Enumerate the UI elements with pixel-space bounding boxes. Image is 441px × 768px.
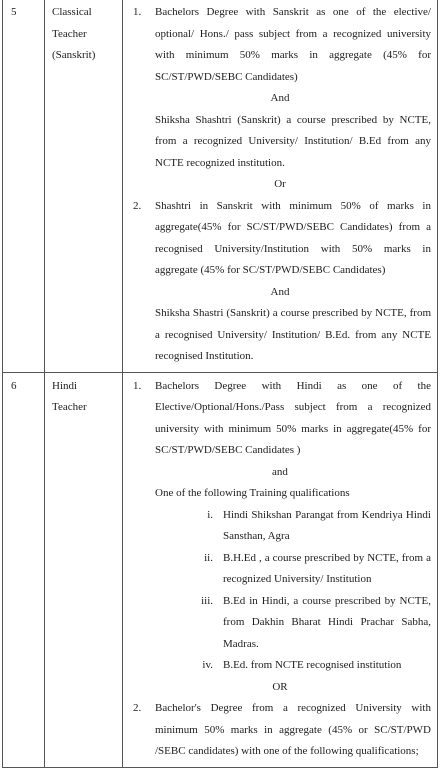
qualification-details (123, 0, 438, 372)
training-text: Shiksha Shashtri (Sanskrit) a course prescribed by NCTE, from a recognized University/ Institution/ B.Ed from any NCTE recognized institution. (155, 113, 431, 169)
training-text: B.Ed. from NCTE recognised institution (223, 659, 402, 671)
post-name-line: Classical (52, 6, 92, 18)
qualification-option (129, 376, 431, 462)
training-marker: ii. (204, 551, 213, 564)
training-marker: iv. (202, 659, 213, 671)
post-name (45, 372, 123, 767)
connector-or: Or (274, 178, 286, 190)
training-intro: One of the following Training qualifications (155, 487, 350, 499)
training-item (129, 655, 431, 677)
option-text: Bachelors Degree with Sanskrit as one of the elective/ optional/ Hons./ pass subject from a recognized university with minimum 50% marks in aggregate (45% for SC/ST/PWD/SEBC Candidates) (155, 6, 431, 83)
option-text: Bachelors Degree with Hindi as one of the Elective/Optional/Hons./Pass subject from a recognized university with minimum 50% marks in aggregate(45% for SC/ST/PWD/SEBC Candidates ) (155, 379, 431, 456)
training-text: B.H.Ed , a course prescribed by NCTE, from a recognized University/ Institution (223, 551, 431, 585)
connector-and: And (270, 92, 290, 104)
qualification-option (129, 196, 431, 282)
post-name-line: (Sanskrit) (52, 49, 96, 61)
option-number: 2. (133, 702, 142, 714)
post-name (45, 0, 123, 372)
qualification-option (129, 2, 431, 88)
qualification-table (2, 0, 438, 768)
option-text: Shashtri in Sanskrit with minimum 50% of marks in aggregate(45% for SC/ST/PWD/SEBC Candidates) from a recognised University/Institution with 50% marks in aggregate (45% for SC/ST/PWD/SEBC Candidates) (155, 199, 431, 276)
training-marker: i. (207, 508, 213, 521)
serial-number: 6 (3, 372, 45, 767)
training-item (129, 591, 431, 656)
post-name-line: Teacher (52, 27, 87, 40)
connector-or: OR (272, 680, 288, 693)
qualification-option (129, 698, 431, 763)
table-row (3, 372, 438, 767)
training-item (129, 505, 431, 548)
connector-and: and (272, 465, 288, 478)
training-marker: iii. (201, 594, 213, 607)
option-number: 1. (133, 379, 142, 392)
serial-number: 5 (3, 0, 45, 372)
post-name-line: Hindi (52, 379, 78, 392)
option-number: 2. (133, 199, 142, 212)
post-name-line: Teacher (52, 401, 87, 413)
option-text: Bachelor's Degree from a recognized University with minimum 50% marks in aggregate (45% or SC/ST/PWD /SEBC candidates) with one of the following qualifications; (155, 702, 431, 757)
table-row (3, 0, 438, 372)
training-text: Shiksha Shastri (Sanskrit) a course prescribed by NCTE, from a recognised University/ Institution/ B.Ed. from any NCTE recognised Institution. (155, 307, 431, 362)
training-text: Hindi Shikshan Parangat from Kendriya Hindi Sansthan, Agra (223, 508, 431, 542)
training-item (129, 548, 431, 591)
option-number: 1. (133, 6, 142, 18)
connector-and: And (270, 285, 290, 298)
qualification-details (123, 372, 438, 767)
training-text: B.Ed in Hindi, a course prescribed by NCTE, from Dakhin Bharat Hindi Prachar Sabha, Madras. (223, 594, 431, 650)
